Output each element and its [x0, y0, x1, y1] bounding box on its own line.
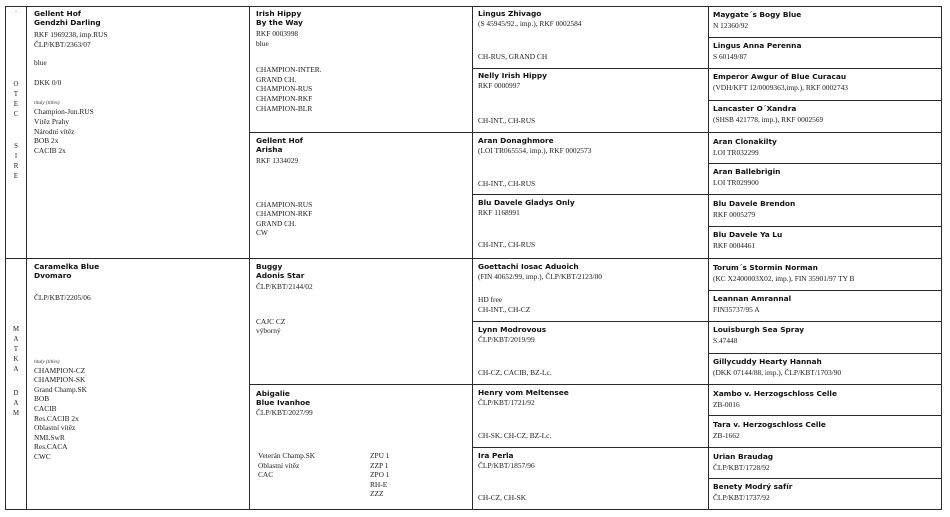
g3-name: Aran Donaghmore: [478, 136, 554, 145]
g4-divider-11: [708, 353, 942, 354]
g4-name: Blu Davele Brendon: [713, 199, 796, 208]
g3-titles: CH-INT., CH-RUS: [478, 240, 536, 249]
g4-divider-9: [708, 290, 942, 291]
dam-title: NMLSwR: [34, 432, 65, 442]
g3-titles: CH-RUS, GRAND CH: [478, 52, 548, 61]
g4-cell: [713, 452, 939, 473]
sire-registration-cz: ČLP/KBT/2363/07: [34, 39, 91, 49]
g4-registration: (DKK 07144/88, imp.), ČLP/KBT/1703/90: [713, 368, 842, 377]
g2-registration: RKF 0003998: [256, 29, 299, 38]
g4-name: Aran Clonakilty: [713, 137, 777, 146]
g3-name: Goettachi Iosac Aduoich: [478, 262, 579, 271]
g2-work-title: ZZZ: [370, 489, 384, 499]
g4-name: Aran Ballebrigin: [713, 167, 781, 176]
g2-title: CHAMPION-RUS: [256, 199, 313, 209]
g3-cell: [478, 71, 704, 131]
g2-name-line2: Adonis Star: [256, 271, 305, 280]
g3-registration: (FIN 40652/99, imp.), ČLP/KBT/2123/00: [478, 272, 603, 281]
g4-registration: ZB-0016: [713, 400, 740, 409]
sire-title: Národní vítěz: [34, 126, 75, 136]
sire-title: Champion-Jun.RUS: [34, 107, 94, 117]
dam-title: Res.CACA: [34, 442, 68, 452]
g4-cell: [713, 199, 939, 220]
g2-divider-bottom: [249, 384, 942, 385]
g2-work-title: ZPU 1: [370, 451, 390, 460]
g3-name: Blu Davele Gladys Only: [478, 198, 575, 207]
g4-registration: ČLP/KBT/1737/92: [713, 493, 770, 502]
g4-registration: RKF 0005279: [713, 210, 756, 219]
g4-cell: [713, 10, 939, 31]
side-letter: R: [13, 163, 19, 170]
g4-name: Torum´s Stormin Norman: [713, 263, 818, 272]
g2-work-title: ZPO 1: [370, 470, 390, 480]
side-letter: I: [14, 153, 18, 160]
g3-divider-7: [472, 447, 942, 448]
g3-name: Lingus Zhivago: [478, 9, 542, 18]
dam-title: Oblastní vítěz: [34, 423, 76, 433]
g2-title: Veterán Champ.SK: [258, 451, 316, 460]
g3-name: Ira Perla: [478, 451, 514, 460]
g4-cell: [713, 41, 939, 62]
g3-name: Nelly Irish Hippy: [478, 71, 547, 80]
g2-title: výborný: [256, 326, 281, 336]
grandsire-maternal-cell: [256, 262, 468, 336]
g4-cell: [713, 104, 939, 125]
g3-registration: (LOI TR065554, imp.), RKF 0002573: [478, 146, 592, 155]
g2-work-title: ZZP 1: [370, 460, 389, 470]
g4-registration: ZB-1662: [713, 431, 740, 440]
g4-registration: RKF 0004461: [713, 241, 756, 250]
g3-titles: CH-CZ, CH-SK: [478, 493, 527, 502]
dam-titles-label: tituly (titles): [34, 358, 60, 365]
g2-title: CAC: [258, 470, 274, 480]
g4-name: Urian Braudag: [713, 452, 774, 461]
outer-bottom-border: [5, 509, 942, 510]
g3-cell: [478, 9, 704, 67]
side-letter: T: [13, 346, 19, 353]
g3-registration: ČLP/KBT/2019/99: [478, 335, 535, 344]
g2-title: Oblastní vítěz: [258, 460, 300, 470]
side-letter: D: [13, 390, 19, 397]
dam-title: CACIB: [34, 403, 57, 413]
g2-name-line2: By the Way: [256, 18, 303, 27]
g4-cell: [713, 263, 939, 284]
dam-title: Res.CACIB 2x: [34, 413, 79, 423]
g3-name: Henry vom Meltensee: [478, 388, 569, 397]
side-letter: C: [13, 111, 19, 118]
g4-divider-7: [708, 226, 942, 227]
g3-cell: [478, 325, 704, 383]
g2-title: CW: [256, 228, 268, 238]
g2-title: GRAND CH.: [256, 218, 297, 228]
g2-name-line1: Abigalie: [256, 389, 290, 398]
g4-cell: [713, 420, 939, 441]
g4-cell: [713, 357, 939, 378]
g2-registration: ČLP/KBT/2027/99: [256, 408, 313, 417]
g2-divider-top: [249, 132, 942, 133]
dam-title: Grand Champ.SK: [34, 384, 87, 394]
g4-name: Maygate´s Bogy Blue: [713, 10, 802, 19]
side-letter: T: [13, 91, 19, 98]
g2-name-line2: Arisha: [256, 145, 283, 154]
sire-title: CACIB 2x: [34, 145, 66, 155]
g2-title: CHAMPION-RUS: [256, 84, 313, 94]
g4-divider-3: [708, 100, 942, 101]
g3-cell: [478, 262, 704, 320]
g3-titles: CH-INT., CH-CZ: [478, 305, 531, 314]
side-letter: A: [13, 366, 19, 373]
g2-title: CHAMPION-INTER.: [256, 65, 322, 75]
g4-registration: FIN35737/95 A: [713, 305, 760, 314]
g3-divider-1: [472, 68, 942, 69]
g2-registration: ČLP/KBT/2144/02: [256, 282, 313, 291]
g4-name: Lingus Anna Perenna: [713, 41, 802, 50]
sire-name-line1: Gellent Hof: [34, 9, 82, 18]
granddam-maternal-cell: [256, 389, 468, 418]
dam-title: BOB: [34, 394, 50, 404]
g4-divider-13: [708, 415, 942, 416]
grandsire-paternal-cell: [256, 9, 468, 113]
g3-registration: ČLP/KBT/1721/92: [478, 398, 535, 407]
g3-divider-3: [472, 194, 942, 195]
sire-title: BOB 2x: [34, 136, 59, 146]
g4-cell: [713, 294, 939, 315]
dam-title: CWC: [34, 451, 51, 461]
dam-name-line2: Dvomaro: [34, 271, 72, 280]
g3-registration: RKF 0000997: [478, 81, 521, 90]
g4-cell: [713, 230, 939, 251]
g3-registration: ČLP/KBT/1857/96: [478, 461, 535, 470]
side-letter: A: [13, 336, 19, 343]
g4-cell: [713, 167, 939, 188]
g2-name-line1: Gellent Hof: [256, 136, 304, 145]
g3-cell: [478, 198, 704, 256]
side-letter: E: [13, 173, 19, 180]
sire-dam-divider: [5, 258, 942, 259]
g2-name-line1: Irish Hippy: [256, 9, 302, 18]
g3-cell: [478, 451, 704, 508]
g3-titles: CH-CZ, CACIB, BZ-Lc.: [478, 368, 552, 377]
sire-name-line2: Gendzhi Darling: [34, 18, 101, 27]
sire-dkk: DKK 0/0: [34, 77, 62, 87]
g4-name: Blu Davele Ya Lu: [713, 230, 783, 239]
sire-registration: RKF 1969238, imp.RUS: [34, 30, 108, 39]
g2-color: blue: [256, 38, 269, 48]
side-letter: E: [13, 101, 19, 108]
g4-divider-5: [708, 163, 942, 164]
g3-name: Lynn Modrovous: [478, 325, 547, 334]
g4-registration: N 12360/92: [713, 21, 749, 30]
g2-title: CHAMPION-RKF: [256, 209, 313, 219]
g4-cell: [713, 482, 939, 503]
sire-title: Vítěz Prahy: [34, 116, 70, 126]
g4-name: Leannan Amrannal: [713, 294, 792, 303]
g3-divider-5: [472, 321, 942, 322]
granddam-paternal-cell: [256, 136, 468, 238]
g4-divider-15: [708, 478, 942, 479]
g3-health: HD free: [478, 295, 503, 304]
dam-title: CHAMPION-SK: [34, 375, 86, 385]
g2-name-line2: Blue Ivanhoe: [256, 398, 311, 407]
g4-name: Louisburgh Sea Spray: [713, 325, 805, 334]
g4-name: Emperor Awgur of Blue Curacau: [713, 72, 847, 81]
sire-color: blue: [34, 58, 47, 68]
g4-registration: S.47448: [713, 336, 738, 345]
g3-registration: RKF 1168991: [478, 208, 520, 217]
dam-side-label: [6, 325, 26, 419]
g2-title: CHAMPION-BLR: [256, 103, 313, 113]
g3-cell: [478, 136, 704, 193]
side-letter: O: [13, 81, 19, 88]
g3-titles: CH-INT., CH-RUS: [478, 179, 536, 188]
g2-title: CAJC CZ: [256, 316, 286, 326]
sire-titles-label: tituly (titles): [34, 100, 60, 107]
g2-registration: RKF 1334029: [256, 156, 299, 165]
g4-cell: [713, 137, 939, 158]
g4-cell: [713, 389, 939, 410]
g3-titles: CH-SK, CH-CZ, BZ-Lc.: [478, 431, 552, 440]
granddam-maternal-work-titles: [370, 451, 430, 499]
g2-work-title: RH-E: [370, 479, 388, 489]
g4-divider-1: [708, 37, 942, 38]
g4-name: Xambo v. Herzogschloss Celle: [713, 389, 837, 398]
granddam-maternal-titles: [258, 451, 368, 480]
g4-name: Lancaster O´Xandra: [713, 104, 797, 113]
g3-registration: (S 45945/92., imp.), RKF 0002584: [478, 19, 582, 28]
sire-cell: [34, 9, 246, 155]
corner-mark: ·: [14, 9, 18, 16]
g2-title: CHAMPION-RKF: [256, 93, 313, 103]
g3-cell: [478, 388, 704, 446]
g4-cell: [713, 325, 939, 346]
dam-name-line1: Caramelka Blue: [34, 262, 100, 271]
side-letter: M: [12, 410, 20, 417]
g4-registration: LOI TR029900: [713, 178, 759, 187]
dam-cell: [34, 262, 246, 462]
g4-name: Benety Modrý safír: [713, 482, 793, 491]
g4-cell: [713, 72, 939, 93]
side-letter: A: [13, 400, 19, 407]
dam-title: CHAMPION-CZ: [34, 365, 86, 375]
g4-registration: ČLP/KBT/1728/92: [713, 463, 770, 472]
g4-registration: LOI TR032299: [713, 148, 759, 157]
g3-titles: CH-INT., CH-RUS: [478, 116, 536, 125]
g4-name: Tara v. Herzogschloss Celle: [713, 420, 826, 429]
dam-registration: ČLP/KBT/2205/06: [34, 293, 91, 302]
side-letter: K: [13, 356, 19, 363]
outer-top-border: [5, 6, 942, 7]
g2-name-line1: Buggy: [256, 262, 283, 271]
g4-registration: (KC X2400003X02, imp.), FIN 35901/97 TY B: [713, 274, 855, 283]
side-letter: S: [14, 143, 18, 150]
g2-title: GRAND CH.: [256, 74, 297, 84]
side-letter: M: [12, 326, 20, 333]
g4-registration: S 60149/87: [713, 52, 747, 61]
g4-registration: (SHSB 421778, imp.), RKF 0002569: [713, 115, 824, 124]
g4-registration: (VDH/KFT 12/0009363,imp.), RKF 0002743: [713, 83, 848, 92]
g4-name: Gillycuddy Hearty Hannah: [713, 357, 822, 366]
sire-side-label: [6, 80, 26, 182]
